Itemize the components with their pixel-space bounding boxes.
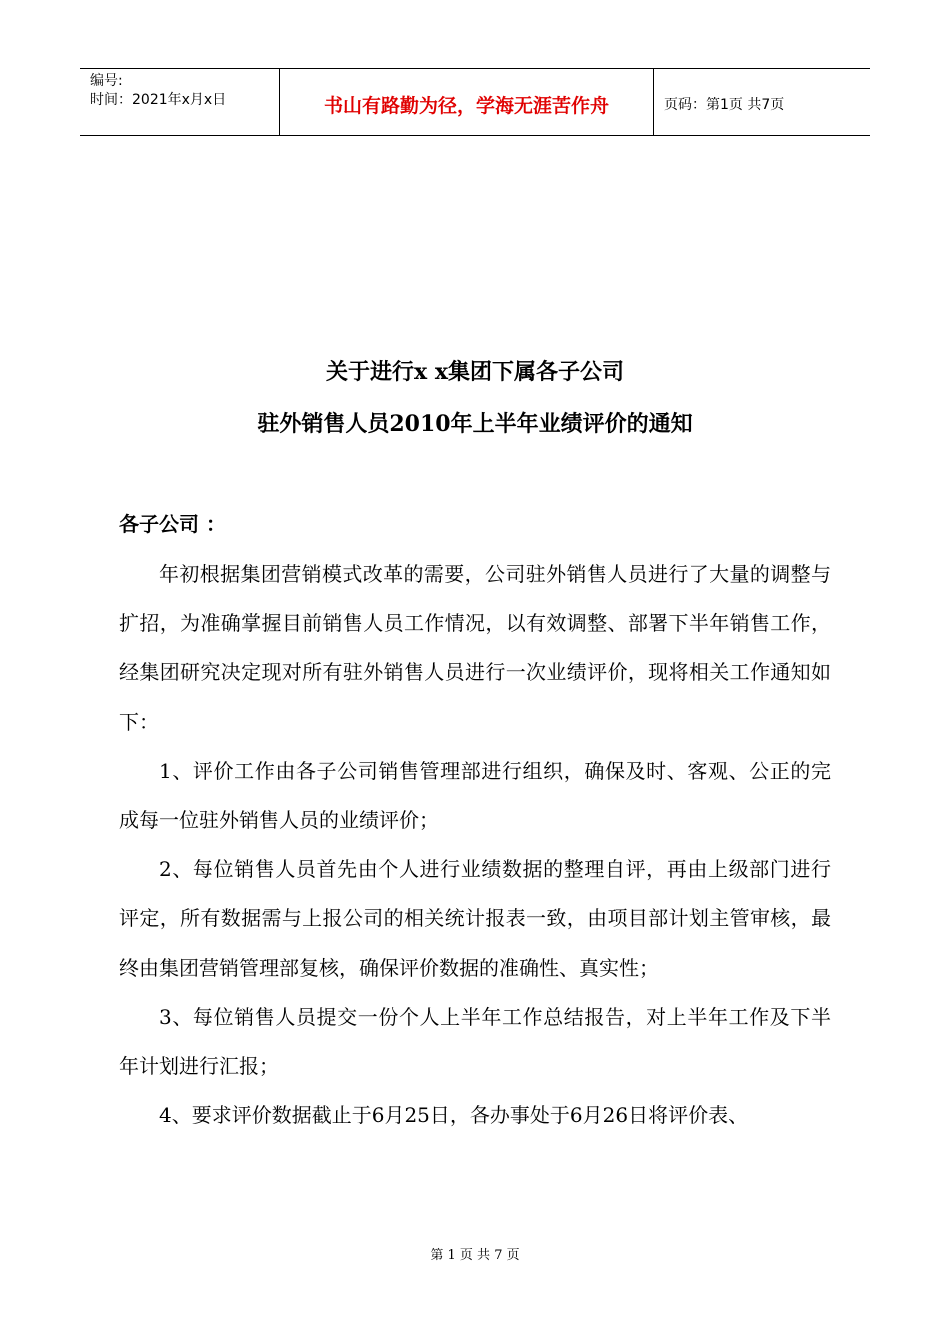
header-motto: 书山有路勤为径，学海无涯苦作舟 <box>280 69 654 135</box>
document-body <box>119 550 831 1140</box>
body-paragraph-item-3: 3、每位销售人员提交一份个人上半年工作总结报告，对上半年工作及下半年计划进行汇报； <box>119 1004 831 1079</box>
document-time-label: 时间：2021年x月x日 <box>90 92 227 108</box>
document-title-line-1: 关于进行x x集团下属各子公司 <box>326 359 624 385</box>
document-number-label: 编号: <box>90 73 123 89</box>
document-title-line-2: 驻外销售人员2010年上半年业绩评价的通知 <box>257 411 693 437</box>
body-paragraph-intro: 年初根据集团营销模式改革的需要，公司驻外销售人员进行了大量的调整与扩招，为准确掌握目前销售人员工作情况，以有效调整、部署下半年销售工作，经集团研究决定现对所有驻外销售人员进行一次业绩评价，现将相关工作通知如下： <box>119 562 831 734</box>
header-page-info: 页码：第1页 共7页 <box>664 97 785 113</box>
header-meta-cell <box>80 69 280 135</box>
body-paragraph-item-4: 4、要求评价数据截止于6月25日，各办事处于6月26日将评价表、 <box>159 1103 749 1128</box>
body-paragraph-item-1: 1、评价工作由各子公司销售管理部进行组织，确保及时、客观、公正的完成每一位驻外销售人员的业绩评价； <box>119 758 831 833</box>
document-header-table <box>80 68 870 136</box>
page-footer: 第 1 页 共 7 页 <box>430 1248 520 1263</box>
body-paragraph-item-2: 2、每位销售人员首先由个人进行业绩数据的整理自评，再由上级部门进行评定，所有数据需与上报公司的相关统计报表一致，由项目部计划主管审核，最终由集团营销管理部复核，确保评价数据的准确性、真实性； <box>119 857 831 980</box>
document-salutation: 各子公司 ： <box>119 512 226 536</box>
